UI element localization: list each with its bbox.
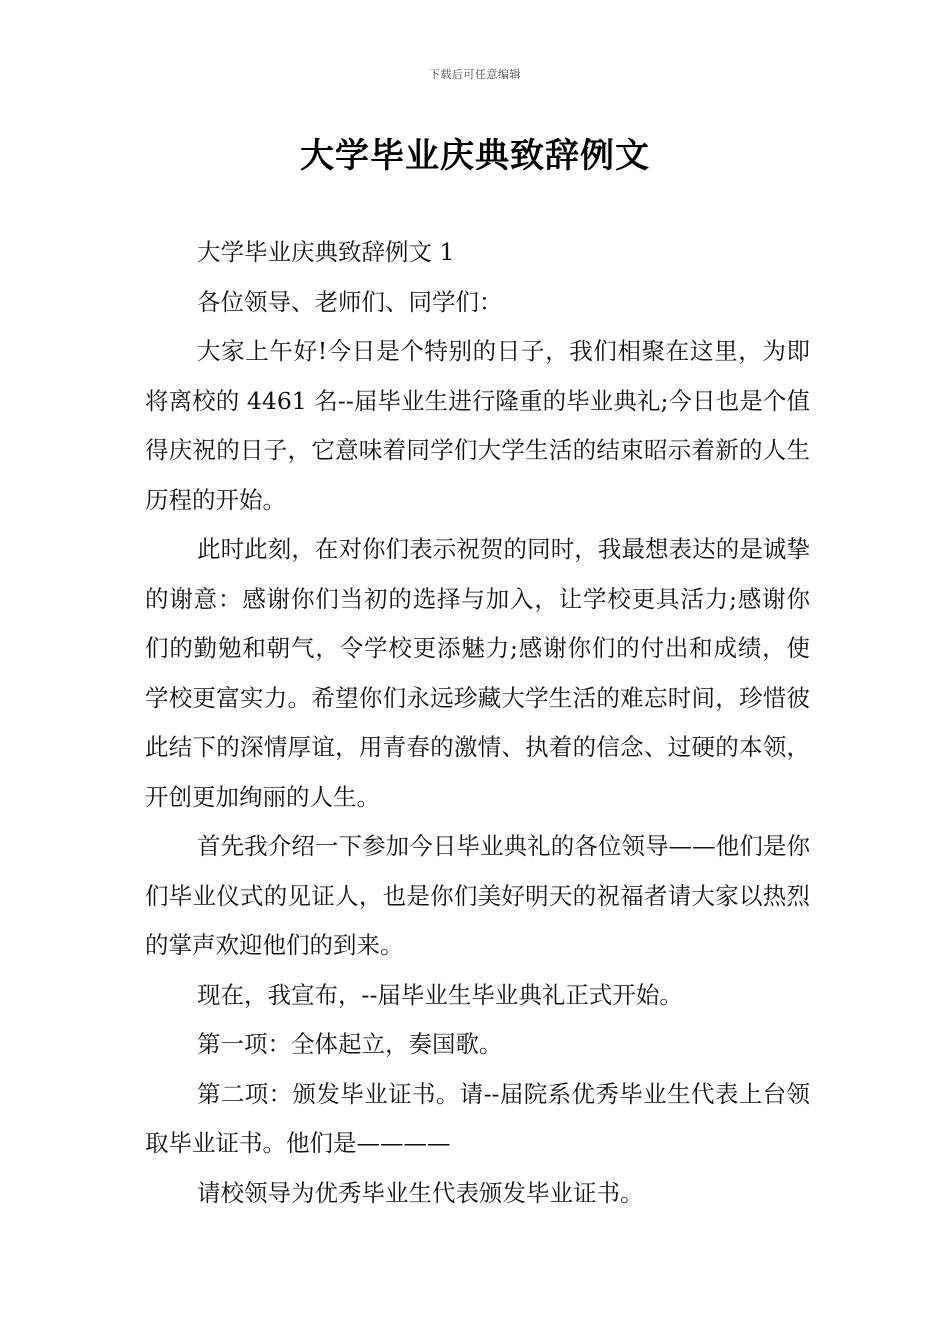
paragraph-thanks: 此时此刻，在对你们表示祝贺的同时，我最想表达的是诚挚的谢意：感谢你们当初的选择与加入，让学校更具活力;感谢你们的勤勉和朝气，令学校更添魅力;感谢你们的付出和成绩，使学校更富实力。希望你们永远珍藏大学生活的难忘时间，珍惜彼此结下的深情厚谊，用青春的激情、执着的信念、过硬的本领，开创更加绚丽的人生。 bbox=[145, 535, 810, 811]
header-note: 下载后可任意编辑 bbox=[429, 68, 521, 81]
paragraph-salutation: 各位领导、老师们、同学们： bbox=[197, 287, 503, 316]
paragraph-subtitle: 大学毕业庆典致辞例文 1 bbox=[197, 238, 455, 266]
document-body bbox=[145, 228, 810, 1218]
document-title: 大学毕业庆典致辞例文 bbox=[300, 136, 650, 176]
paragraph-introduction: 首先我介绍一下参加今日毕业典礼的各位领导——他们是你们毕业仪式的见证人，也是你们美好明天的祝福者请大家以热烈的掌声欢迎他们的到来。 bbox=[145, 832, 810, 959]
paragraph-award: 请校领导为优秀毕业生代表颁发毕业证书。 bbox=[197, 1178, 644, 1207]
paragraph-greeting: 大家上午好!今日是个特别的日子，我们相聚在这里，为即将离校的 4461 名--届毕业生进行隆重的毕业典礼;今日也是个值得庆祝的日子，它意味着同学们大学生活的结束昭示着新的人生历程的开始。 bbox=[145, 337, 810, 514]
paragraph-announcement: 现在，我宣布，--届毕业生毕业典礼正式开始。 bbox=[197, 980, 683, 1009]
paragraph-item-one: 第一项：全体起立，奏国歌。 bbox=[197, 1030, 503, 1058]
paragraph-item-two: 第二项：颁发毕业证书。请--届院系优秀毕业生代表上台领取毕业证书。他们是———— bbox=[145, 1079, 810, 1157]
